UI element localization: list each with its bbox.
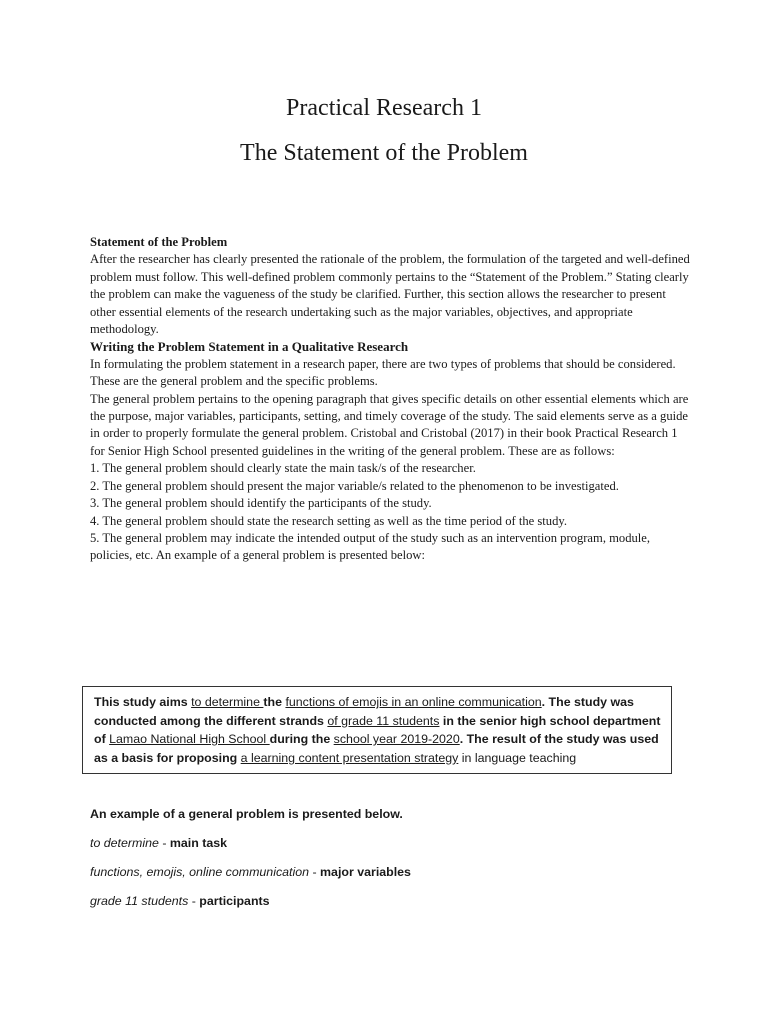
example-underlined: Lamao National High School (109, 732, 270, 747)
guideline-item: 2. The general problem should present the major variable/s related to the phenomenon to be investigated. (90, 478, 619, 493)
breakdown-term: to determine (90, 836, 159, 850)
example-text: the (263, 695, 286, 709)
guideline-item: 1. The general problem should clearly state the main task/s of the researcher. (90, 461, 476, 476)
example-text: . The result of the study was used as a basis for proposing (94, 732, 659, 765)
breakdown-section (90, 806, 690, 922)
example-underlined: of grade 11 students (327, 713, 440, 728)
example-underlined: school year 2019-2020 (333, 732, 460, 747)
body-paragraph: After the researcher has clearly presented the rationale of the problem, the formulation of the targeted and well-defined problem must follow. This well-defined problem commonly pertains to the “Statement of the Problem.” Stating clearly the problem can make the vagueness of the study be clarified. Further, this section allows the researcher to present other essential elements of the research undertaking such as the major variables, objectives, and appropriate methodology. (90, 252, 690, 337)
guideline-item: 3. The general problem should identify the participants of the study. (90, 496, 432, 511)
example-underlined: functions of emojis in an online communication (285, 695, 542, 709)
breakdown-sep: - (188, 894, 200, 908)
body-paragraph: The general problem pertains to the opening paragraph that gives specific details on other essential elements which are the purpose, major variables, participants, setting, and timely coverage of the study. The said elements serve as a guide in order to properly formulate the general problem. Cristobal and Cristobal (2017) in their book Practical Research 1 for Senior High School presented guidelines in the writing of the general problem. These are as follows: (90, 391, 689, 458)
breakdown-label: main task (169, 836, 228, 850)
body-paragraph: In formulating the problem statement in a research paper, there are two types of problems that should be considered. These are the general problem and the specific problems. (90, 356, 676, 389)
example-text: in language teaching (458, 750, 577, 765)
document-title: Practical Research 1 (286, 95, 482, 121)
section-heading: Writing the Problem Statement in a Qualitative Research (90, 339, 409, 355)
breakdown-label: major variables (320, 865, 411, 879)
breakdown-row (90, 835, 690, 852)
breakdown-term: functions, emojis, online communication (90, 865, 310, 879)
breakdown-sep: - (158, 836, 170, 850)
title-block (0, 92, 768, 169)
document-subtitle: The Statement of the Problem (240, 140, 528, 166)
breakdown-row (90, 893, 690, 910)
example-text: . The study was conducted among the different strands (94, 695, 634, 728)
body-content (90, 234, 690, 565)
example-text: during the (269, 732, 334, 747)
example-underlined: to determine (191, 695, 264, 709)
breakdown-term: grade 11 students (90, 894, 189, 908)
guideline-item: 5. The general problem may indicate the intended output of the study such as an intervention program, module, policies, etc. An example of a general problem is presented below: (90, 530, 651, 563)
breakdown-lead: An example of a general problem is presented below. (90, 807, 403, 821)
breakdown-row (90, 864, 690, 881)
example-text: in the senior high school department of (94, 713, 661, 747)
example-text: This study aims (94, 695, 192, 709)
breakdown-sep: - (309, 865, 321, 879)
breakdown-label: participants (199, 894, 270, 908)
example-underlined: a learning content presentation strategy (240, 750, 459, 765)
section-heading: Statement of the Problem (90, 235, 228, 249)
guideline-item: 4. The general problem should state the research setting as well as the time period of the study. (90, 513, 568, 528)
example-box (82, 686, 672, 774)
